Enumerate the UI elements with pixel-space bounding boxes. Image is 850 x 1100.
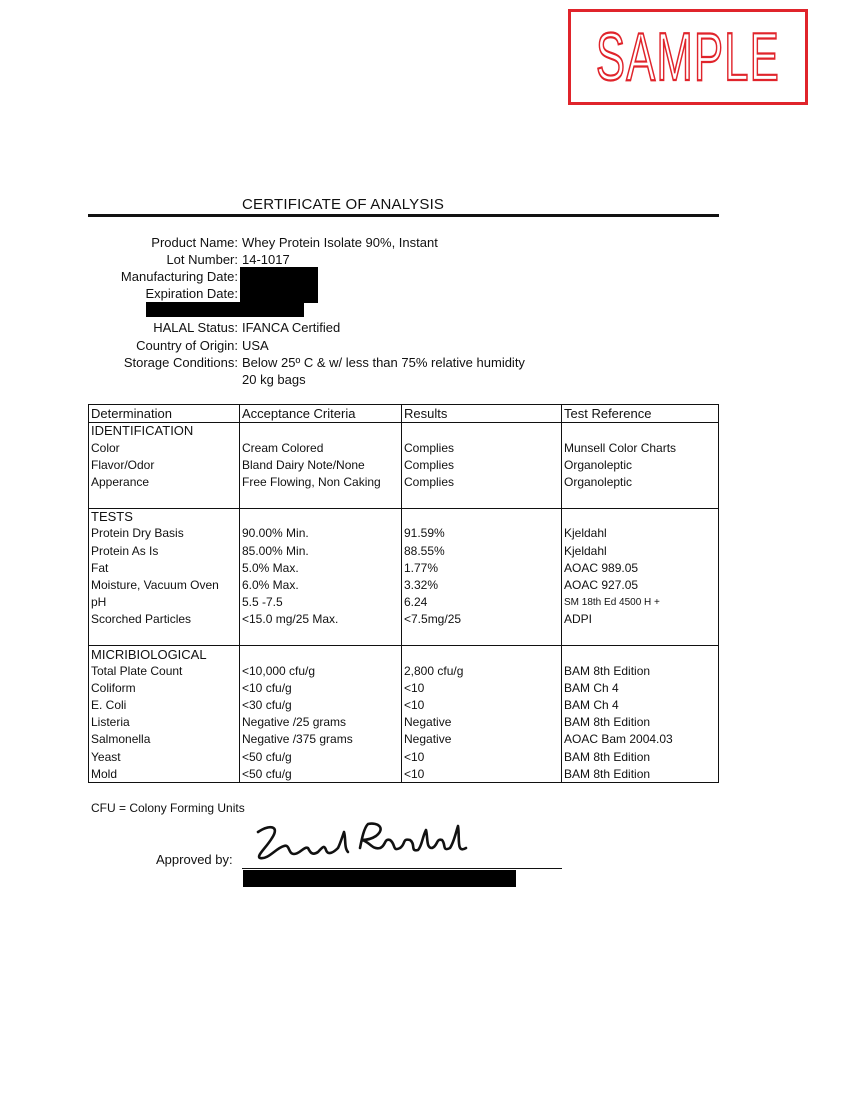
table-cell: 5.0% Max. [242, 561, 299, 575]
table-cell: Bland Dairy Note/None [242, 458, 365, 472]
storage-conditions-value: Below 25º C & w/ less than 75% relative humidity [242, 355, 525, 370]
table-cell: BAM 8th Edition [564, 750, 651, 764]
country-of-origin-label: Country of Origin: [136, 338, 238, 353]
table-cell: <10 cfu/g [242, 681, 292, 695]
table-cell: Apperance [91, 475, 150, 489]
table-cell: Cream Colored [242, 441, 324, 455]
table-cell: 3.32% [404, 578, 439, 592]
approved-by-label: Approved by: [156, 852, 233, 867]
redaction-dates [240, 267, 318, 303]
table-cell: Negative /25 grams [242, 715, 347, 729]
table-cell: Kjeldahl [564, 526, 607, 540]
product-name-label: Product Name: [151, 235, 238, 250]
table-cell: pH [91, 595, 107, 609]
table-cell: 5.5 -7.5 [242, 595, 283, 609]
table-cell: Listeria [91, 715, 130, 729]
table-cell: 85.00% Min. [242, 544, 309, 558]
redaction-line [146, 302, 304, 317]
table-cell: Munsell Color Charts [564, 441, 677, 455]
table-cell: Color [91, 441, 120, 455]
table-cell: 88.55% [404, 544, 445, 558]
cfu-footnote: CFU = Colony Forming Units [91, 801, 245, 815]
table-cell: AOAC Bam 2004.03 [564, 732, 673, 746]
table-cell: <7.5mg/25 [404, 612, 462, 626]
table-cell: AOAC 927.05 [564, 578, 639, 592]
table-cell: E. Coli [91, 698, 127, 712]
table-cell: 90.00% Min. [242, 526, 309, 540]
table-cell: Salmonella [91, 732, 151, 746]
halal-status-value: IFANCA Certified [242, 320, 341, 335]
storage-conditions-label: Storage Conditions: [123, 355, 238, 370]
table-cell: <30 cfu/g [242, 698, 292, 712]
title-rule [88, 214, 719, 217]
table-cell: Protein As Is [91, 544, 159, 558]
table-cell: Complies [404, 458, 455, 472]
sample-stamp-graphic [588, 22, 788, 92]
table-col-divider [239, 405, 240, 782]
sample-stamp [568, 9, 808, 105]
table-cell: <50 cfu/g [242, 750, 292, 764]
header-results: Results [404, 406, 448, 421]
table-cell: <10,000 cfu/g [242, 664, 316, 678]
manufacturing-date-label: Manufacturing Date: [120, 269, 238, 284]
table-cell: <15.0 mg/25 Max. [242, 612, 339, 626]
table-cell: Moisture, Vacuum Oven [91, 578, 219, 592]
table-cell: Organoleptic [564, 475, 633, 489]
table-cell: 1.77% [404, 561, 439, 575]
table-cell: BAM Ch 4 [564, 698, 619, 712]
table-cell: Yeast [91, 750, 121, 764]
table-cell: Mold [91, 767, 118, 781]
table-cell: Coliform [91, 681, 136, 695]
table-section-divider [89, 508, 718, 509]
signature-image [250, 818, 470, 868]
document-title: CERTIFICATE OF ANALYSIS [242, 196, 445, 213]
table-cell: 91.59% [404, 526, 445, 540]
table-cell: Negative /375 grams [242, 732, 353, 746]
table-cell: Total Plate Count [91, 664, 183, 678]
table-cell: <10 [404, 767, 425, 781]
table-cell: 2,800 cfu/g [404, 664, 464, 678]
section-tests: TESTS [91, 509, 133, 524]
table-cell: Flavor/Odor [91, 458, 155, 472]
table-cell: Fat [91, 561, 109, 575]
country-of-origin-value: USA [242, 338, 269, 353]
expiration-date-label: Expiration Date: [145, 286, 238, 301]
table-col-divider [401, 405, 402, 782]
sample-stamp-text: SAMPLE [596, 22, 780, 92]
lot-number-label: Lot Number: [166, 252, 238, 267]
table-cell: Negative [404, 732, 452, 746]
signature-line [242, 868, 562, 869]
table-cell: Complies [404, 475, 455, 489]
table-cell: AOAC 989.05 [564, 561, 639, 575]
header-test-reference: Test Reference [564, 406, 652, 421]
table-cell: BAM 8th Edition [564, 767, 651, 781]
table-cell: ADPI [564, 612, 593, 626]
table-cell: <10 [404, 681, 425, 695]
table-cell: Free Flowing, Non Caking [242, 475, 381, 489]
table-col-divider [561, 405, 562, 782]
table-cell: BAM 8th Edition [564, 664, 651, 678]
section-identification: IDENTIFICATION [91, 423, 194, 438]
table-cell: Kjeldahl [564, 544, 607, 558]
table-cell: <50 cfu/g [242, 767, 292, 781]
table-cell: Scorched Particles [91, 612, 192, 626]
table-cell: 6.24 [404, 595, 428, 609]
table-cell: Negative [404, 715, 452, 729]
packaging-value: 20 kg bags [242, 372, 306, 387]
redaction-approver-name [243, 870, 516, 887]
table-cell: BAM 8th Edition [564, 715, 651, 729]
header-determination: Determination [91, 406, 172, 421]
table-cell: <10 [404, 698, 425, 712]
table-cell: BAM Ch 4 [564, 681, 619, 695]
product-name-value: Whey Protein Isolate 90%, Instant [242, 235, 438, 250]
table-cell: Organoleptic [564, 458, 633, 472]
table-cell: Protein Dry Basis [91, 526, 184, 540]
header-acceptance-criteria: Acceptance Criteria [242, 406, 356, 421]
table-cell: SM 18th Ed 4500 H + [564, 597, 660, 608]
section-micribiological: MICRIBIOLOGICAL [91, 647, 207, 662]
table-cell: 6.0% Max. [242, 578, 299, 592]
analysis-table [88, 404, 719, 783]
table-cell: Complies [404, 441, 455, 455]
lot-number-value: 14-1017 [242, 252, 290, 267]
table-cell: <10 [404, 750, 425, 764]
halal-status-label: HALAL Status: [153, 320, 238, 335]
